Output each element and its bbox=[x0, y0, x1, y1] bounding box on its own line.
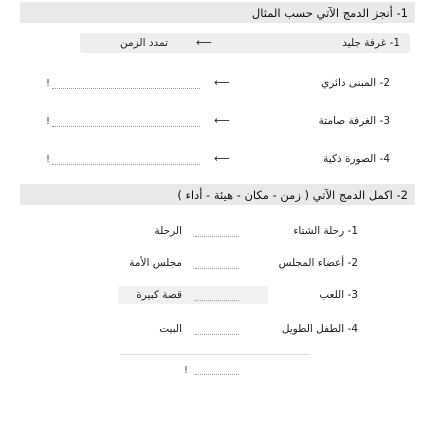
s1-row2-left: ! bbox=[46, 116, 51, 127]
arrow-icon: ⟵ bbox=[214, 114, 230, 127]
s2-row4-left: البيت bbox=[159, 323, 182, 335]
s1-row3-right: 4- الصورة ذكية bbox=[323, 153, 390, 165]
s1-row1-right: 2- المبنى دائري bbox=[321, 77, 390, 89]
section2-heading: 2- اكمل الدمج الآتي ( زمن - مكان - هيئة - أداء ) bbox=[177, 188, 408, 202]
s1-row3-left: ! bbox=[46, 154, 51, 165]
s2-row3-right: 3- اللعب bbox=[319, 289, 358, 301]
section1-heading: 1- أنجز الدمج الآتي حسب المثال bbox=[251, 6, 408, 20]
arrow-icon: ⟵ bbox=[214, 152, 230, 165]
answer-line bbox=[52, 88, 200, 89]
arrow-icon: ⟵ bbox=[196, 36, 212, 49]
s2-row4-right: 4- الطفل الطويل bbox=[281, 323, 358, 335]
dots-line bbox=[195, 236, 239, 237]
dots-line bbox=[195, 374, 239, 375]
s2-row2-left: مجلس الأمة bbox=[129, 257, 182, 269]
s2-row1-right: 1- رحلة الشتاء bbox=[293, 225, 358, 237]
s1-row1-left: ! bbox=[46, 78, 51, 89]
s2-row5-left: ! bbox=[184, 365, 189, 376]
dots-line bbox=[195, 300, 239, 301]
divider bbox=[120, 354, 310, 355]
dots-line bbox=[195, 334, 239, 335]
example-right: 1- غرفة جليد bbox=[342, 37, 400, 49]
answer-line bbox=[52, 164, 200, 165]
dots-line bbox=[195, 268, 239, 269]
s2-row2-right: 2- أعضاء المجلس bbox=[278, 257, 358, 269]
s2-row3-left: قصة كبيرة bbox=[136, 289, 182, 301]
s1-row2-right: 3- الغرفة صامتة bbox=[318, 115, 390, 127]
s2-row1-left: الرحلة bbox=[154, 225, 182, 237]
answer-line bbox=[52, 126, 200, 127]
arrow-icon: ⟵ bbox=[214, 76, 230, 89]
example-left: تمدد الزمن bbox=[119, 37, 168, 49]
